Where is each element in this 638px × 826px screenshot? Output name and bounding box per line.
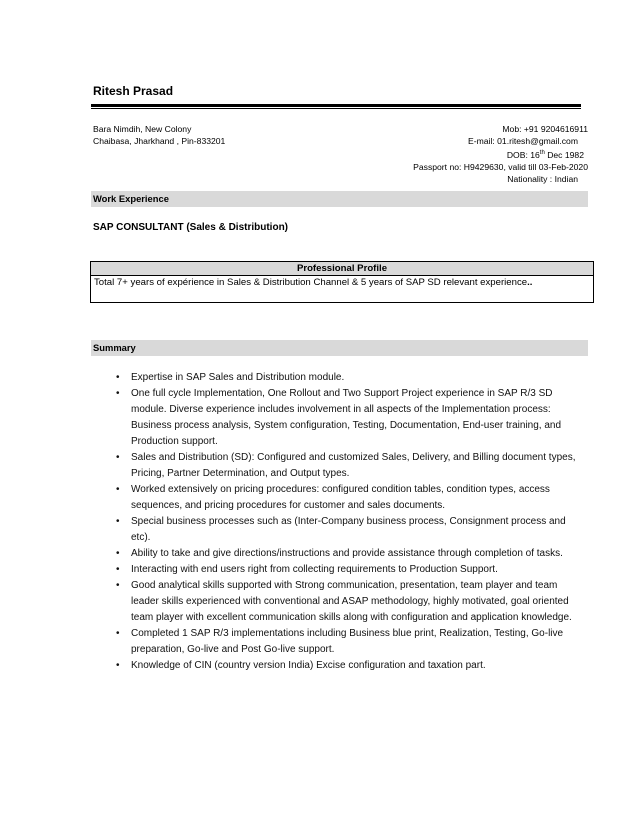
address-line-2: Chaibasa, Jharkhand , Pin-833201 xyxy=(93,136,226,146)
summary-item xyxy=(96,514,586,546)
header-rule-thin xyxy=(91,108,581,109)
summary-item-text: Interacting with end users right from collecting requirements to Production Support. xyxy=(131,564,498,575)
professional-profile-text: Total 7+ years of expérience in Sales & Distribution Channel & 5 years of SAP SD relevant experience.. xyxy=(94,277,533,288)
summary-item xyxy=(96,658,586,674)
bullet-icon: • xyxy=(116,516,120,527)
summary-list xyxy=(96,370,586,674)
bullet-icon: • xyxy=(116,452,120,463)
summary-item-text: Completed 1 SAP R/3 implementations including Business blue print, Realization, Testing, Go-live preparation, Go-live and Post Go-live support. xyxy=(131,628,564,655)
bullet-icon: • xyxy=(116,548,120,559)
work-experience-heading: Work Experience xyxy=(91,191,588,207)
email-address: E-mail: 01.ritesh@gmail.com xyxy=(468,136,578,146)
address-line-1: Bara Nimdih, New Colony xyxy=(93,124,192,134)
summary-item xyxy=(96,626,586,658)
bullet-icon: • xyxy=(116,660,120,671)
summary-item xyxy=(96,562,586,578)
summary-item-text: Worked extensively on pricing procedures: configured condition tables, condition types, access sequences, and pricing procedures for customer and sales documents. xyxy=(131,484,550,511)
summary-item xyxy=(96,386,586,450)
header-rule-thick xyxy=(91,104,581,107)
summary-item xyxy=(96,450,586,482)
contact-block xyxy=(413,123,588,185)
summary-item-text: Knowledge of CIN (country version India) Excise configuration and taxation part. xyxy=(131,660,486,671)
nationality: Nationality : Indian xyxy=(507,173,578,184)
summary-item-text: Good analytical skills supported with Strong communication, presentation, team player and team leader skills experienced with conventional and ASAP methodology, highly motivated, goal oriented team player with excellent communication skills along with configuration and application knowledge. xyxy=(131,580,572,623)
candidate-name: Ritesh Prasad xyxy=(93,84,174,98)
date-of-birth: DOB: 16th Dec 1982 xyxy=(506,149,584,160)
summary-item xyxy=(96,578,586,626)
mobile-number: Mob: +91 9204616911 xyxy=(502,124,588,134)
address-block xyxy=(93,123,225,147)
bullet-icon: • xyxy=(116,388,120,399)
summary-item-text: Special business processes such as (Inter-Company business process, Consignment process and etc). xyxy=(131,516,566,543)
summary-item-text: Ability to take and give directions/instructions and provide assistance through completion of tasks. xyxy=(131,548,563,559)
bullet-icon: • xyxy=(116,580,120,591)
summary-item-text: Expertise in SAP Sales and Distribution module. xyxy=(131,372,345,383)
job-title: SAP CONSULTANT (Sales & Distribution) xyxy=(93,222,289,233)
passport-info: Passport no: H9429630, valid till 03-Feb-2020 xyxy=(413,161,588,172)
bullet-icon: • xyxy=(116,564,120,575)
summary-item-text: One full cycle Implementation, One Rollout and Two Support Project experience in SAP R/3 SD module. Diverse experience includes involvement in all aspects of the Implementation process: Business process analysis, System configuration, Testing, Documentation, End-user training, and Production support. xyxy=(131,388,562,447)
bullet-icon: • xyxy=(116,484,120,495)
professional-profile-heading: Professional Profile xyxy=(91,262,593,276)
summary-item xyxy=(96,546,586,562)
summary-item xyxy=(96,370,586,386)
bullet-icon: • xyxy=(116,628,120,639)
summary-item-text: Sales and Distribution (SD): Configured and customized Sales, Delivery, and Billing document types, Pricing, Partner Determination, and Output types. xyxy=(131,452,576,479)
bullet-icon: • xyxy=(116,372,120,383)
summary-item xyxy=(96,482,586,514)
summary-heading: Summary xyxy=(91,340,588,356)
professional-profile-box xyxy=(90,261,594,303)
